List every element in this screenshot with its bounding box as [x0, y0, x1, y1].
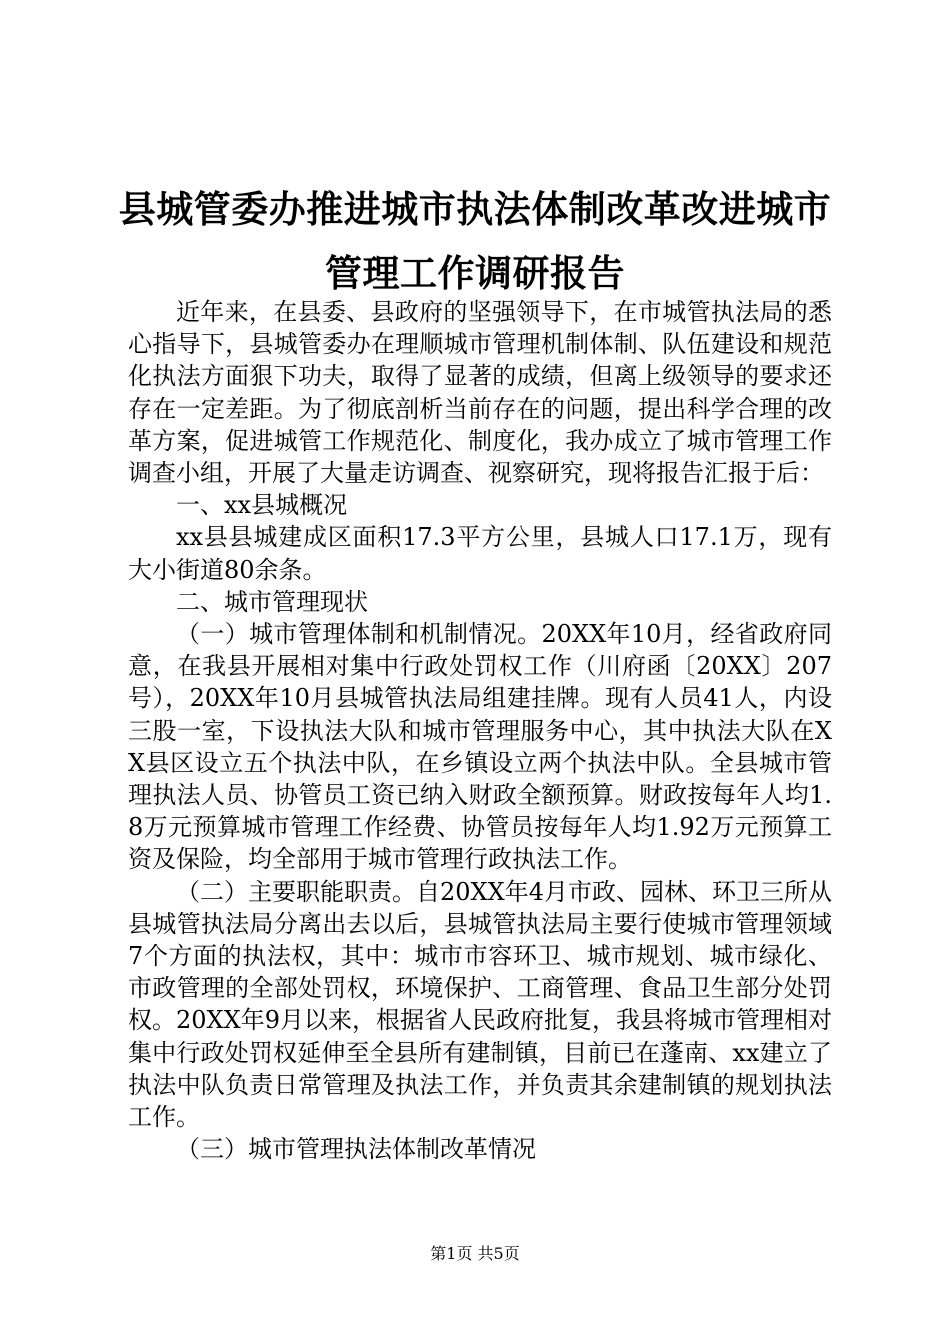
document-body	[128, 296, 832, 1165]
paragraph-duties: （二）主要职能职责。自20XX年4月市政、园林、环卫三所从县城管执法局分离出去以后，县城管执法局主要行使城市管理领域7个方面的执法权，其中：城市市容环卫、城市规划、城市绿化、市政管理的全部处罚权，环境保护、工商管理、食品卫生部分处罚权。20XX年9月以来，根据省人民政府批复，我县将城市管理相对集中行政处罚权延伸至全县所有建制镇，目前已在蓬南、xx建立了执法中队负责日常管理及执法工作，并负责其余建制镇的规划执法工作。	[128, 877, 832, 1132]
page-footer: 第1页 共5页	[430, 1244, 520, 1263]
section-heading-overview: 一、xx县城概况	[176, 491, 348, 520]
paragraph-intro: 近年来，在县委、县政府的坚强领导下，在市城管执法局的悉心指导下，县城管委办在理顺城市管理机制体制、队伍建设和规范化执法方面狠下功夫，取得了显著的成绩，但离上级领导的要求还存在一定差距。为了彻底剖析当前存在的问题，提出科学合理的改革方案，促进城管工作规范化、制度化，我办成立了城市管理工作调查小组，开展了大量走访调查、视察研究，现将报告汇报于后：	[128, 298, 832, 488]
subsection-heading-reform: （三）城市管理执法体制改革情况	[176, 1135, 536, 1164]
document-title: 县城管委办推进城市执法体制改革改进城市管理工作调研报告	[118, 188, 832, 295]
paragraph-overview: xx县县城建成区面积17.3平方公里，县城人口17.1万，现有大小街道80余条。	[128, 523, 832, 584]
paragraph-system: （一）城市管理体制和机制情况。20XX年10月，经省政府同意，在我县开展相对集中行政处罚权工作（川府函〔20XX〕207号），20XX年10月县城管执法局组建挂牌。现有人员41人，内设三股一室，下设执法大队和城市管理服务中心，其中执法大队在XX县区设立五个执法中队，在乡镇设立两个执法中队。全县城市管理执法人员、协管员工资已纳入财政全额预算。财政按每年人均1.8万元预算城市管理工作经费、协管员按每年人均1.92万元预算工资及保险，均全部用于城市管理行政执法工作。	[128, 620, 832, 874]
section-heading-status: 二、城市管理现状	[176, 587, 368, 616]
